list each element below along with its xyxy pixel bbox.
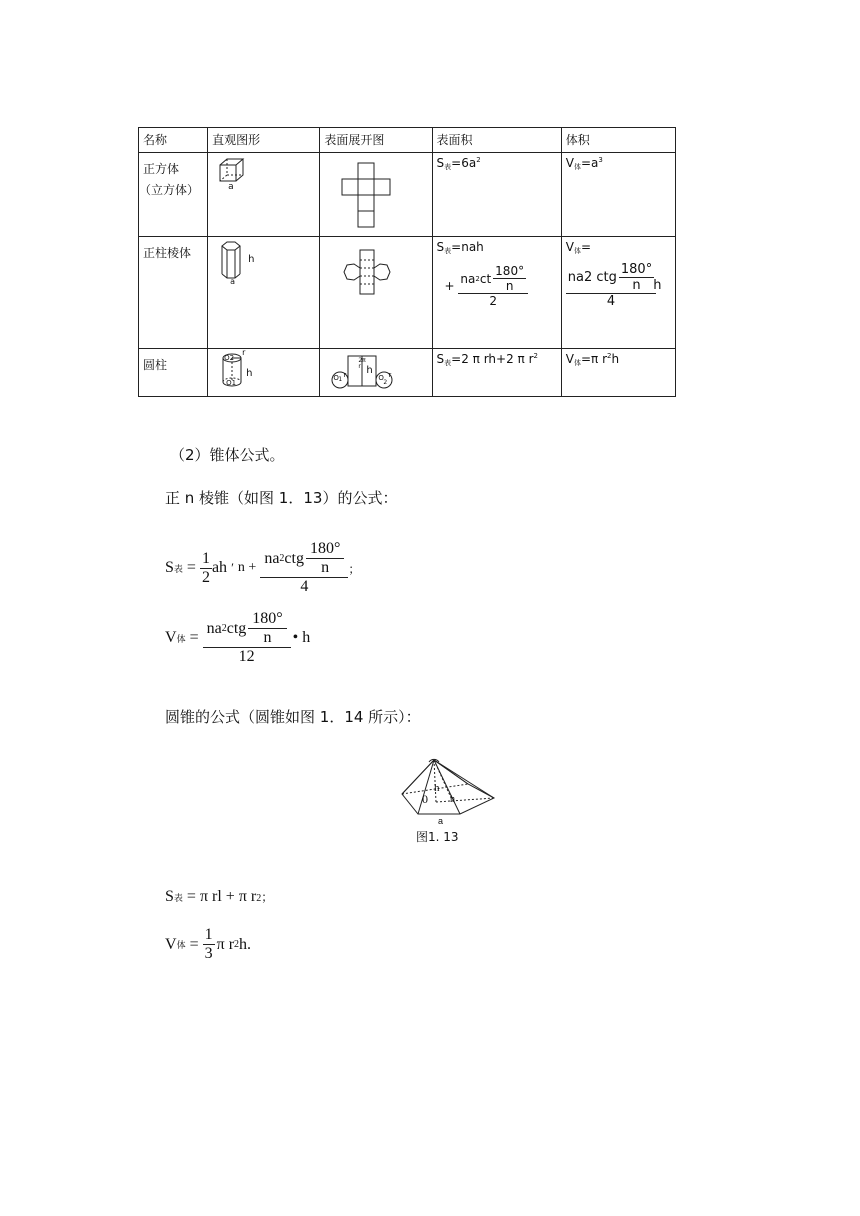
third-fraction: $\frac{1}{3}$ xyxy=(204,926,213,962)
cell-figure xyxy=(208,237,320,349)
label-h2: h xyxy=(450,794,455,805)
cell-net xyxy=(320,237,432,349)
symbol-S: S xyxy=(165,888,174,905)
frac-num-b: ct xyxy=(479,271,492,286)
equals: = xyxy=(189,629,199,646)
label-o1: O1 xyxy=(226,379,237,387)
cell-net xyxy=(320,349,432,397)
volume-expression: = xyxy=(580,240,592,254)
volume-expression: =a xyxy=(580,156,599,170)
inner-den: n xyxy=(505,279,514,293)
cell-surface-area xyxy=(432,349,561,397)
ah: ah xyxy=(211,559,228,576)
cylinder-figure xyxy=(220,348,280,392)
subscript: 体 xyxy=(573,247,581,255)
pyramid-intro: 正 n 棱锥（如图 1．13）的公式： xyxy=(165,489,398,507)
label-a: a xyxy=(228,182,234,192)
superscript: 2 xyxy=(234,939,240,950)
symbol-S: S xyxy=(436,352,445,366)
volume-fraction xyxy=(566,262,656,309)
net-label: r xyxy=(343,371,347,379)
header-surface-area: 表面积 xyxy=(432,128,561,153)
n-plus: n + xyxy=(237,560,257,575)
inner-num: 180° xyxy=(495,264,525,278)
frac-num: na2 ctg xyxy=(567,270,617,285)
equals: = xyxy=(186,559,196,576)
plus-sign: + xyxy=(444,279,455,293)
symbol-S: S xyxy=(165,559,174,576)
pyramid-diagram-icon xyxy=(396,754,506,830)
subscript: 表 xyxy=(444,359,452,367)
half-fraction: $\frac{1}{2}$ xyxy=(201,549,210,586)
superscript: 2 xyxy=(607,352,612,360)
symbol-S: S xyxy=(436,240,445,254)
net-label: 2πr xyxy=(358,357,366,370)
cone-area-expression: = π rl + π r xyxy=(186,888,257,905)
subscript: 表 xyxy=(173,893,183,903)
subscript: 表 xyxy=(444,247,452,255)
label-a: a xyxy=(438,816,444,826)
area-expression: =nah xyxy=(451,240,484,254)
cell-volume xyxy=(561,153,675,237)
header-name: 名称 xyxy=(139,128,208,153)
table-row xyxy=(139,153,676,237)
section-heading: （2）锥体公式。 xyxy=(170,446,285,464)
name-line: 圆柱 xyxy=(143,358,168,372)
net-label: r xyxy=(388,371,392,379)
subscript: 表 xyxy=(444,163,452,171)
area-expression: =2 π rh+2 π r xyxy=(451,352,534,366)
volume-tail: h xyxy=(653,278,662,293)
symbol-V: V xyxy=(565,352,574,366)
net-label: 1 xyxy=(338,376,343,383)
volume-expression: =π r xyxy=(580,352,608,366)
cell-name xyxy=(139,153,208,237)
inner-num: 180° xyxy=(620,262,653,277)
semicolon: ； xyxy=(348,561,361,576)
subscript: 表 xyxy=(173,563,183,574)
header-net: 表面展开图 xyxy=(320,128,432,153)
superscript: 2 xyxy=(256,893,262,904)
symbol-V: V xyxy=(565,240,574,254)
label-h: h xyxy=(248,254,255,265)
subscript: 体 xyxy=(176,633,186,644)
label-h: h xyxy=(246,368,253,379)
cylinder-net xyxy=(330,352,400,390)
superscript: 2 xyxy=(475,274,480,283)
figure-caption: 图1. 13 xyxy=(416,830,459,844)
cell-surface-area xyxy=(432,153,561,237)
inner-fraction: $\frac{180^\circ}{n}$ xyxy=(248,610,286,647)
solids-formula-table xyxy=(138,127,676,397)
cone-volume-formula xyxy=(165,926,251,963)
area-expression: =6a xyxy=(451,156,477,170)
cell-figure xyxy=(208,153,320,237)
symbol-V: V xyxy=(165,935,177,953)
name-line: 正柱棱体 xyxy=(143,246,192,260)
name-line: 正方体 xyxy=(143,162,180,176)
net-label: O xyxy=(333,374,339,382)
symbol-V: V xyxy=(565,156,574,170)
subscript: 体 xyxy=(573,359,581,367)
superscript: 2 xyxy=(533,352,538,360)
cell-name xyxy=(139,237,208,349)
pyramid-figure xyxy=(396,754,506,848)
superscript: 2 xyxy=(476,156,481,164)
net-label: O xyxy=(378,374,384,382)
inner-fraction xyxy=(493,264,526,293)
frac-num-a: na xyxy=(460,271,476,286)
name-line: （立方体） xyxy=(139,183,200,197)
frac-den: 4 xyxy=(606,294,616,309)
area-fraction xyxy=(458,264,528,308)
table-header-row xyxy=(139,128,676,153)
label-r: r xyxy=(242,348,246,357)
cell-surface-area xyxy=(432,237,561,349)
label-o: 0 xyxy=(422,792,428,806)
cone-volume-expression: π r xyxy=(216,935,235,953)
pyramid-surface-formula xyxy=(165,540,360,596)
cone-surface-formula xyxy=(165,888,273,906)
header-figure: 直观图形 xyxy=(208,128,320,153)
cell-name xyxy=(139,349,208,397)
prism-figure xyxy=(218,240,278,290)
cell-figure xyxy=(208,349,320,397)
volume-tail: • h xyxy=(292,629,311,646)
cell-volume xyxy=(561,237,675,349)
superscript: 3 xyxy=(598,156,603,164)
volume-fraction: na 2 ctg $\frac{180^\circ}{n}$ 12 xyxy=(203,610,291,666)
symbol-V: V xyxy=(165,629,177,646)
cell-net xyxy=(320,153,432,237)
volume-tail: h xyxy=(611,352,620,366)
hexagonal-prism-icon xyxy=(218,240,248,282)
symbol-S: S xyxy=(436,156,445,170)
inner-fraction xyxy=(619,262,654,293)
net-label: 2 xyxy=(383,379,388,386)
table-row xyxy=(139,349,676,397)
equals: = xyxy=(189,935,199,953)
net-label: h xyxy=(366,365,373,376)
label-h: h xyxy=(434,782,440,794)
inner-den: n xyxy=(632,278,641,293)
cell-volume xyxy=(561,349,675,397)
subscript: 体 xyxy=(573,163,581,171)
prism-net-icon xyxy=(340,248,400,298)
pyramid-fraction: na 2 ctg $\frac{180^\circ}{n}$ 4 xyxy=(260,540,348,596)
header-volume: 体积 xyxy=(561,128,675,153)
table-row xyxy=(139,237,676,349)
cube-figure xyxy=(218,156,258,196)
cone-intro: 圆锥的公式（圆锥如图 1．14 所示）： xyxy=(165,708,421,726)
inner-fraction: $\frac{180^\circ}{n}$ xyxy=(306,540,344,577)
semicolon: ； xyxy=(261,890,274,904)
cube-net-icon xyxy=(332,161,412,233)
label-a: a xyxy=(230,277,236,286)
label-o2: O2 xyxy=(224,354,235,362)
volume-tail: h. xyxy=(239,935,252,953)
pyramid-volume-formula xyxy=(165,610,310,666)
subscript: 体 xyxy=(176,940,186,950)
frac-den: 2 xyxy=(489,294,498,308)
prime-mark: ′ xyxy=(231,560,234,575)
